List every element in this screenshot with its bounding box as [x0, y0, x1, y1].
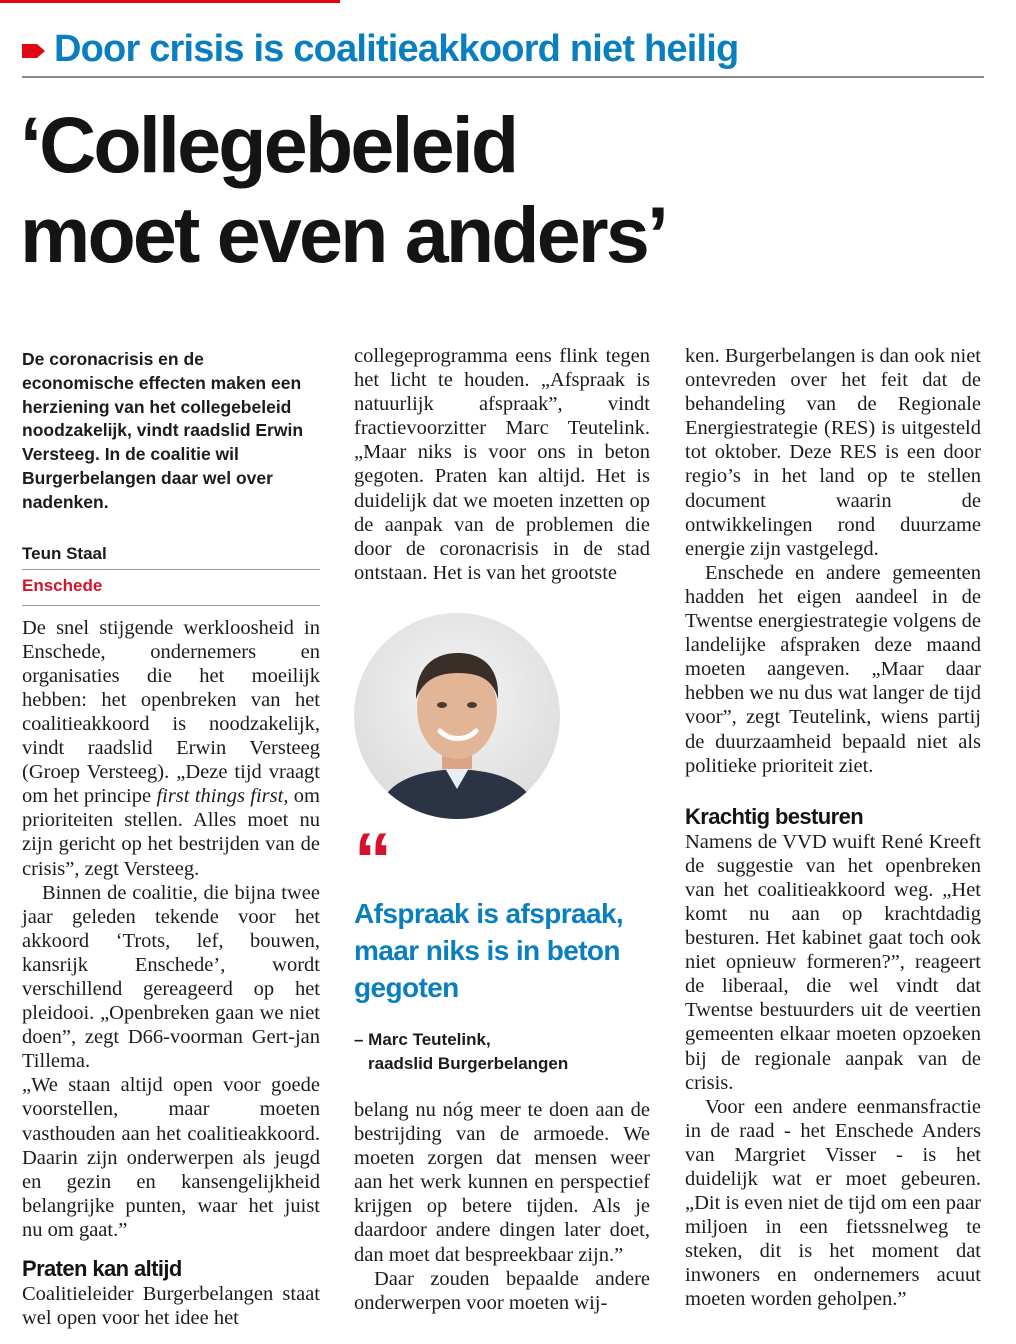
body-text: , om prioriteiten stellen. Alles moet nu zijn gericht op het bestrijden van de crisis”, zegt Versteeg.: [22, 785, 320, 880]
attribution-name: – Marc Teutelink,: [354, 1029, 491, 1049]
headline: [20, 100, 1000, 280]
column-1: [22, 344, 320, 1330]
body-paragraph: collegeprogramma eens flink tegen het licht te houden. „Afspraak is natuurlijk afspraak”, vindt fractievoorzitter Marc Teutelink. „Maar niks is voor ons in beton gegoten. Praten kan altijd. Het is duidelijk dat we moeten inzetten op de aanpak van de problemen die door de coronacrisis in de stad ontstaan. Het is van het grootste: [354, 345, 650, 584]
body-paragraph: „We staan altijd open voor goede voorstellen, maar moeten vasthouden aan het coalitieakkoord. Daarin zijn onderwerpen als jeugd en gezin en kansengelijkheid belangrijke punten, waar het juist nu om gaat.”: [22, 1074, 320, 1241]
attribution-role: raadslid Burgerbelangen: [368, 1053, 569, 1073]
divider-rule: [22, 76, 984, 78]
quote-attribution: [354, 1028, 650, 1076]
column-2: [354, 344, 650, 1315]
body-paragraph: Voor een andere eenmansfractie in de raad - het Enschede Anders van Margriet Visser - is het duidelijk wat er moet gebeuren. „Dit is even niet de tijd om een paar miljoen in een fietssnelweg te steken, dit is het moment dat inwoners en ondernemers acuut moeten worden geholpen.”: [685, 1095, 982, 1311]
portrait-photo: [354, 613, 560, 819]
column-3: [685, 344, 981, 1312]
byline-location: Enschede: [22, 575, 103, 595]
kicker: [22, 26, 992, 72]
pull-quote: Afspraak is afspraak, maar niks is in beton gegoten: [354, 897, 624, 1003]
body-paragraph: Binnen de coalitie, die bijna twee jaar geleden tekende voor het akkoord ‘Trots, lef, bouwen, kansrijk Enschede’, wordt verschillend gereageerd op het pleidooi. „Openbreken gaan we niet doen”, zegt D66-voorman Gert-jan Tillema.: [22, 881, 320, 1073]
headline-line-2: moet even anders’: [20, 190, 667, 279]
body-paragraph: belang nu nóg meer te doen aan de bestrijding van de armoede. We moeten zorgen dat mensen weer aan het werk kunnen en perspectief krijgen op betere tijden. Als je daardoor andere dingen later doet, dan moet dat bespreekbaar zijn.”: [354, 1098, 650, 1266]
body-paragraph: Daar zouden bepaalde andere onderwerpen voor moeten wij-: [354, 1267, 650, 1314]
byline-rule-bottom: [22, 605, 320, 606]
kicker-text: Door crisis is coalitieakkoord niet heilig: [54, 28, 739, 70]
body-italic-text: first things first: [156, 785, 284, 808]
body-paragraph: Enschede en andere gemeenten hadden het eigen aandeel in de Twentse energiestrategie volgens de landelijke afspraken deze maand moeten aangeven. „Maar daar hebben we nu dus wat langer de tijd voor”, zegt Teutelink, wiens partij de duurzaamheid bepaald niet als politieke prioriteit ziet.: [685, 561, 981, 777]
red-arrow-icon: [22, 43, 46, 59]
body-text: De snel stijgende werkloosheid in Enschede, ondernemers en organisaties die het moeilijk hebben: het openbreken van het coalitieakkoord is noodzakelijk, vindt raadslid Erwin Versteeg (Groep Versteeg). „Deze tijd vraagt om het principe: [22, 616, 320, 808]
body-paragraph: Coalitieleider Burgerbelangen staat wel open voor het idee het: [22, 1283, 320, 1330]
intro-lead: De coronacrisis en de economische effecten maken een herziening van het collegebeleid noodzakelijk, vindt raadslid Erwin Versteeg. In de coalitie wil Burgerbelangen daar wel over nadenken.: [22, 349, 304, 512]
quote-mark: “: [354, 817, 388, 903]
top-accent-bar: [0, 0, 340, 3]
subhead-praten: Praten kan altijd: [22, 1256, 182, 1282]
headline-line-1: ‘Collegebeleid: [20, 100, 517, 189]
body-paragraph: Namens de VVD wuift René Kreeft de suggestie van het openbreken van het coalitieakkoord weg. „Het komt nu aan op krachtdadig besturen. Het kabinet gaat toch ook niet opnieuw formeren?”, reageert de liberaal, die wel vindt dat Twentse bestuurders uit de veertien gemeenten elkaar moeten opzoeken bij de regionale aanpak van de crisis.: [685, 830, 981, 1094]
byline-author: Teun Staal: [22, 543, 107, 563]
byline-rule: [22, 569, 320, 570]
subhead-krachtig: Krachtig besturen: [685, 803, 864, 829]
body-paragraph: ken. Burgerbelangen is dan ook niet ontevreden over het feit dat de behandeling van de Regionale Energiestrategie (RES) is uitgesteld tot oktober. Deze RES is een door regio’s in het land op te stellen document waarin de ontwikkelingen rond duurzame energie zijn vastgelegd.: [685, 345, 981, 560]
body-paragraph: [22, 616, 320, 881]
